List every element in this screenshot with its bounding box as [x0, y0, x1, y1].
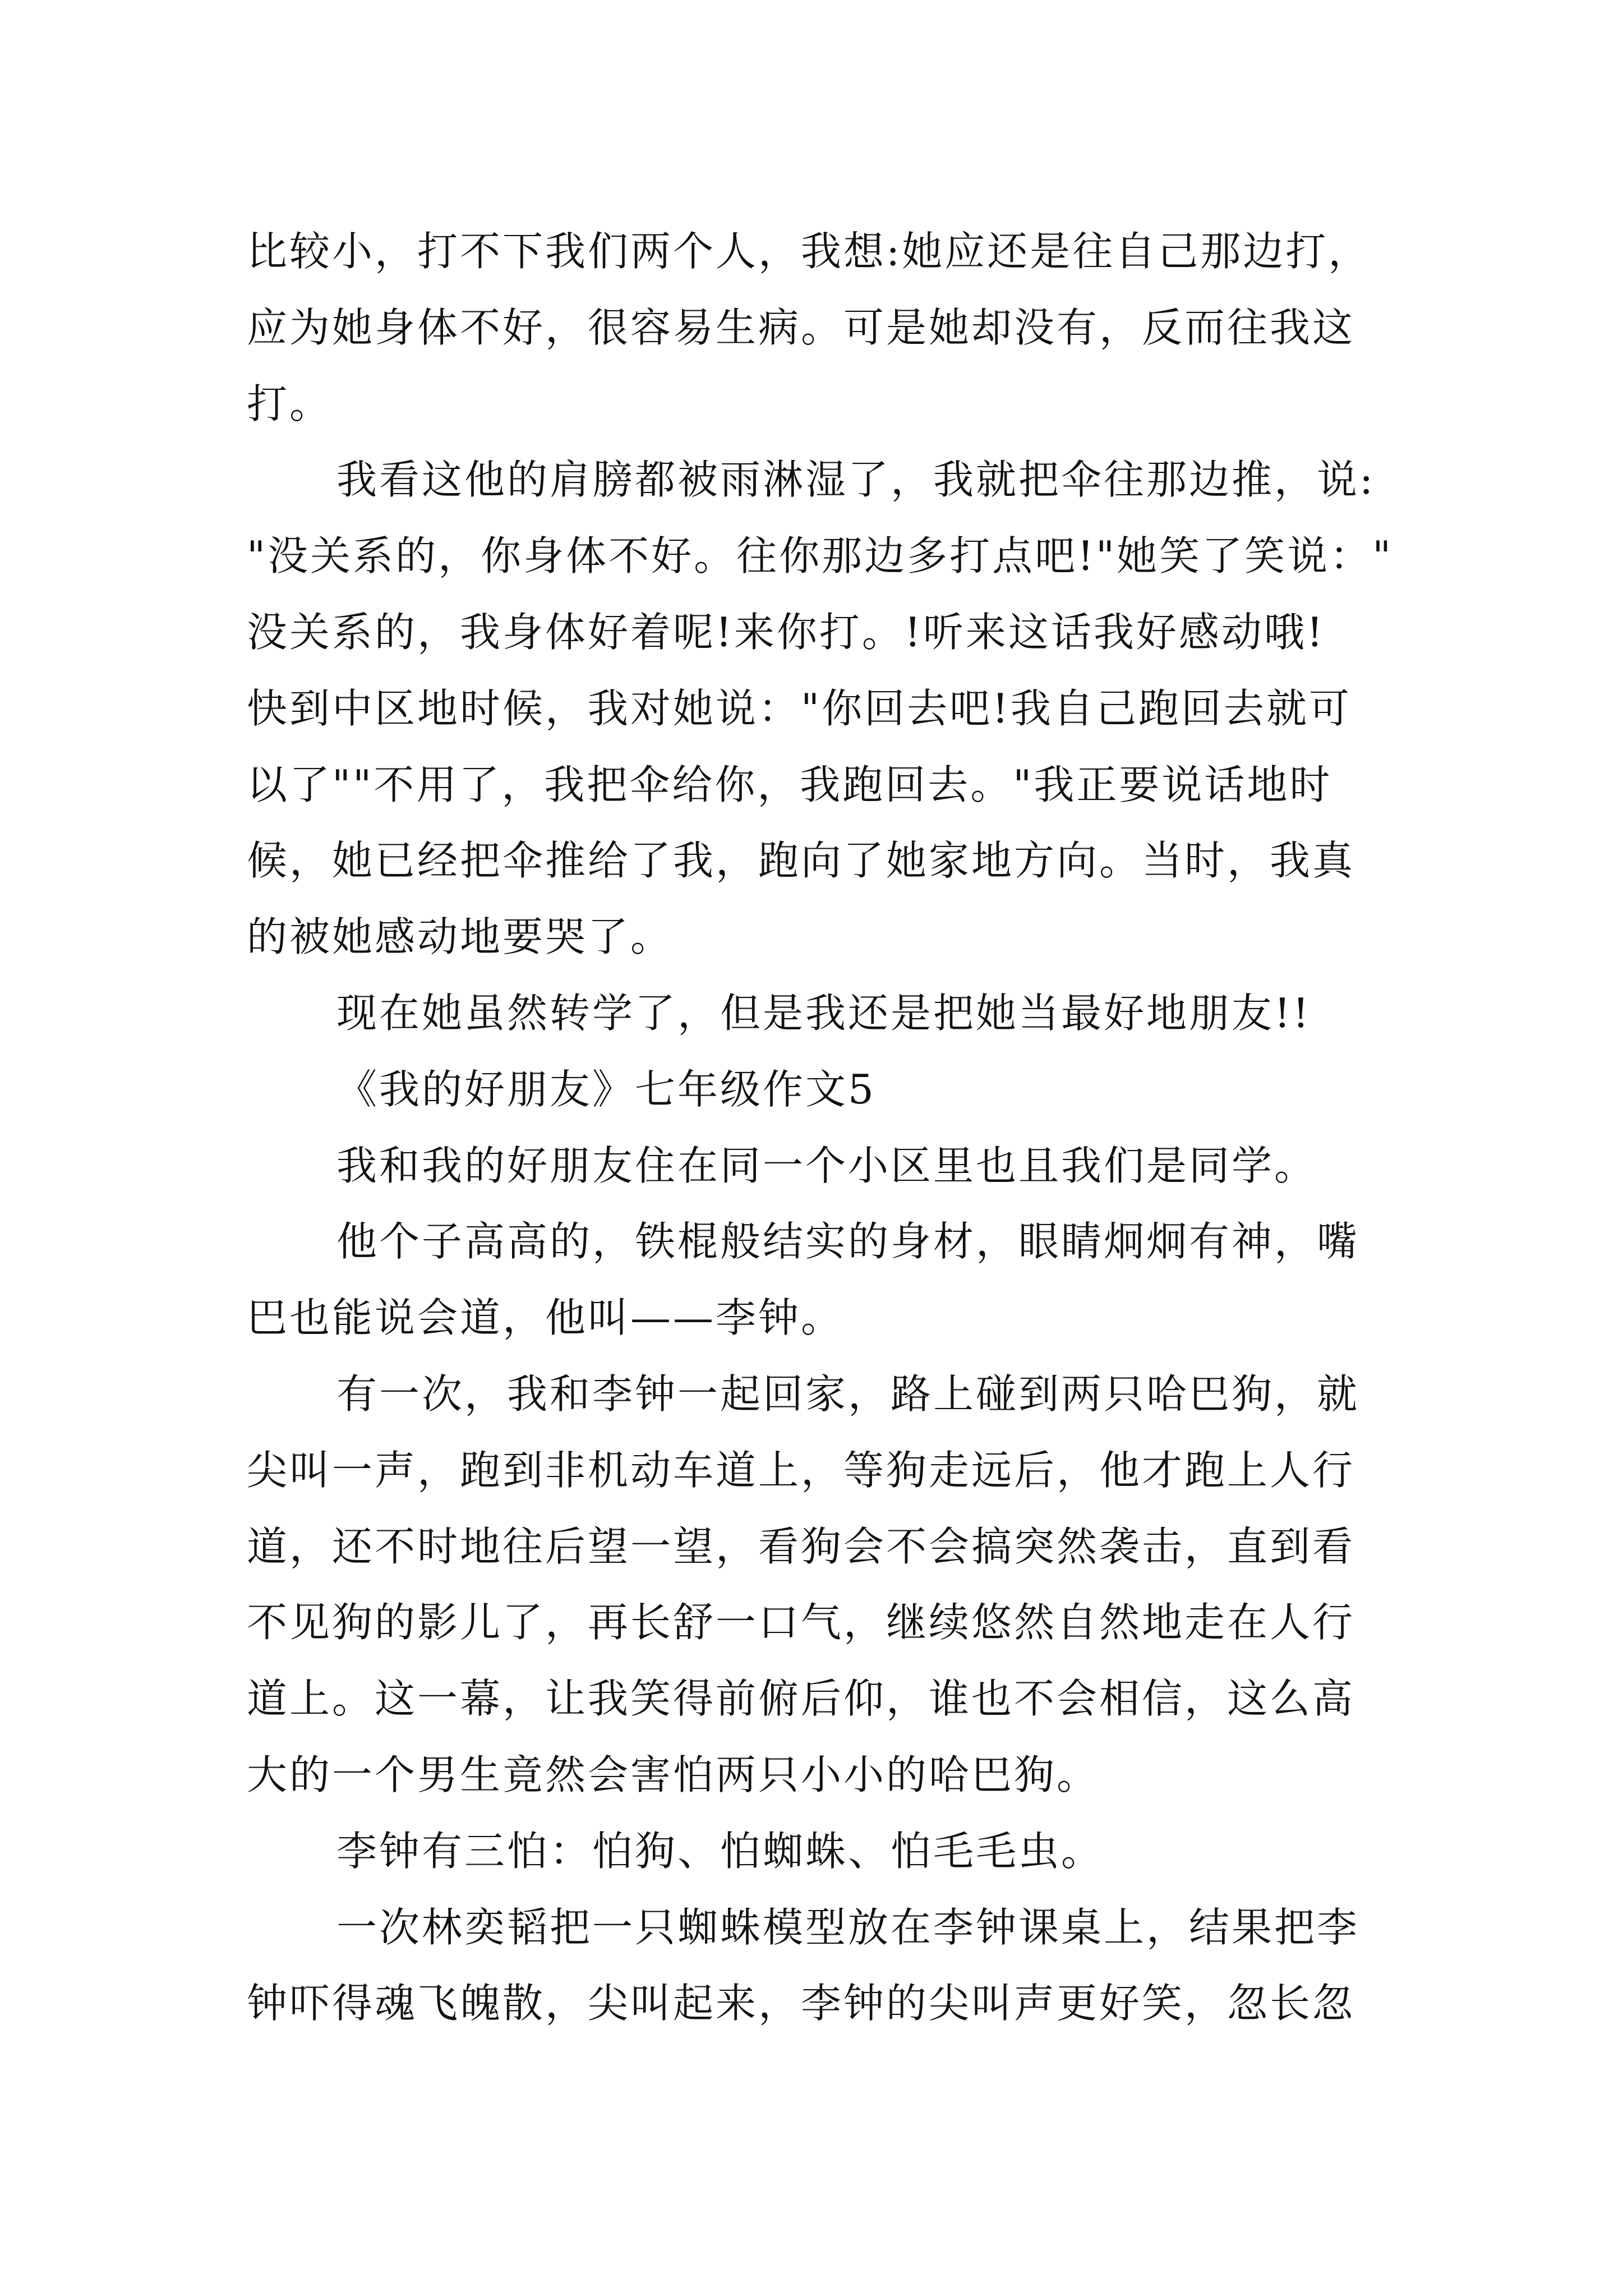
text-line: 一次林奕韬把一只蜘蛛模型放在李钟课桌上，结果把李: [336, 1904, 1360, 1951]
text-line: 巴也能说会道，他叫——李钟。: [247, 1294, 844, 1341]
text-line: 没关系的，我身体好着呢!来你打。!听来这话我好感动哦!: [247, 609, 1325, 656]
text-line: 不见狗的影儿了，再长舒一口气，继续悠然自然地走在人行: [247, 1599, 1355, 1646]
text-line: 道上。这一幕，让我笑得前俯后仰，谁也不会相信，这么高: [247, 1675, 1355, 1722]
text-line: 打。: [247, 380, 333, 427]
text-line: 我看这他的肩膀都被雨淋湿了，我就把伞往那边推，说:: [336, 456, 1376, 503]
text-line: 钟吓得魂飞魄散，尖叫起来，李钟的尖叫声更好笑，忽长忽: [247, 1980, 1355, 2027]
section-heading: 《我的好朋友》七年级作文5: [336, 1066, 876, 1113]
text-line: 比较小，打不下我们两个人，我想:她应还是往自己那边打，: [247, 228, 1371, 275]
text-line: 我和我的好朋友住在同一个小区里也且我们是同学。: [336, 1142, 1317, 1189]
text-line: 现在她虽然转学了，但是我还是把她当最好地朋友!!: [336, 990, 1311, 1037]
text-line: 他个子高高的，铁棍般结实的身材，眼睛炯炯有神，嘴: [336, 1218, 1360, 1265]
text-line: 快到中区地时候，我对她说："你回去吧!我自己跑回去就可: [247, 685, 1352, 732]
text-line: 尖叫一声，跑到非机动车道上，等狗走远后，他才跑上人行: [247, 1447, 1355, 1494]
text-line: "没关系的，你身体不好。往你那边多打点吧!"她笑了笑说：": [247, 532, 1394, 579]
text-line: 有一次，我和李钟一起回家，路上碰到两只哈巴狗，就: [336, 1370, 1360, 1418]
text-line: 大的一个男生竟然会害怕两只小小的哈巴狗。: [247, 1751, 1100, 1798]
text-line: 李钟有三怕：怕狗、怕蜘蛛、怕毛毛虫。: [336, 1828, 1104, 1875]
text-line: 应为她身体不好，很容易生病。可是她却没有，反而往我这: [247, 304, 1355, 351]
text-line: 道，还不时地往后望一望，看狗会不会搞突然袭击，直到看: [247, 1523, 1355, 1570]
text-line: 的被她感动地要哭了。: [247, 913, 674, 960]
text-line: 以了""不用了，我把伞给你，我跑回去。"我正要说话地时: [247, 761, 1332, 808]
text-line: 候，她已经把伞推给了我，跑向了她家地方向。当时，我真: [247, 837, 1355, 884]
